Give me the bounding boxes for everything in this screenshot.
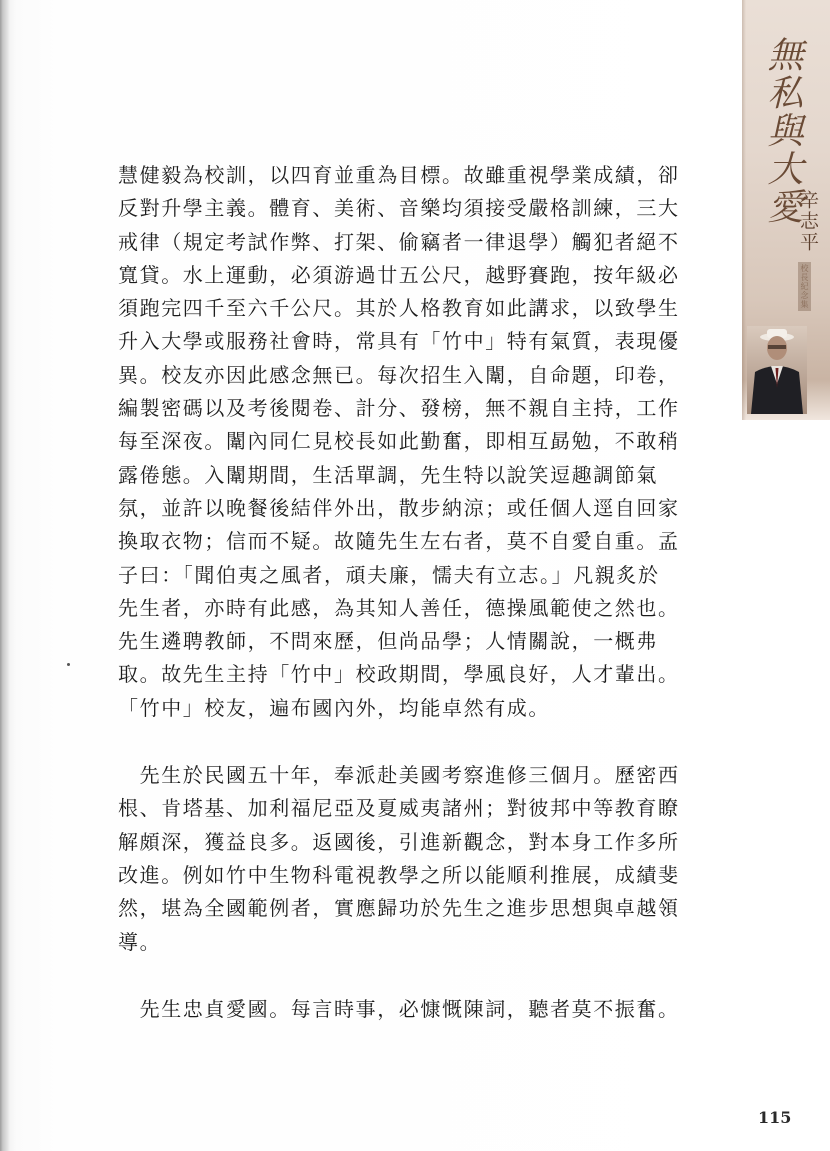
text-line: 改進。例如竹中生物科電視教學之所以能順利推展，成績斐	[118, 862, 680, 887]
text-line: 寬貸。水上運動，必須游過廿五公尺，越野賽跑，按年級必	[118, 262, 680, 287]
paragraph-3	[118, 993, 680, 1026]
text-line: 先生忠貞愛國。每言時事，必慷慨陳詞，聽者莫不振奮。	[118, 996, 680, 1021]
text-line: 升入大學或服務社會時，常具有「竹中」特有氣質，表現優	[118, 329, 680, 354]
book-subtitle: 校長紀念集	[800, 264, 809, 309]
paragraph-spacer	[118, 725, 638, 759]
text-line: 異。校友亦因此感念無已。每次招生入闈，自命題，印卷，	[118, 362, 680, 387]
text-line: 氛，並許以晚餐後結伴外出，散步納涼；或任個人逕自回家	[118, 495, 680, 520]
text-line: 編製密碼以及考後閱卷、計分、發榜，無不親自主持，工作	[118, 396, 680, 421]
text-line: 換取衣物；信而不疑。故隨先生左右者，莫不自愛自重。孟	[118, 529, 680, 554]
text-line: 根、肯塔基、加利福尼亞及夏威夷諸州；對彼邦中等教育瞭	[118, 796, 680, 821]
portrait-glasses	[768, 345, 786, 349]
text-line: 然，堪為全國範例者，實應歸功於先生之進步思想與卓越領	[118, 896, 680, 921]
spine-shadow	[0, 0, 10, 1151]
text-line: 先生遴聘教師，不問來歷，但尚品學；人情關說，一概弗	[118, 629, 658, 654]
paragraph-spacer	[118, 959, 638, 993]
text-line: 先生者，亦時有此感，為其知人善任，德操風範使之然也。	[118, 595, 680, 620]
page-number: 115	[758, 1108, 792, 1127]
body-text	[118, 159, 680, 1026]
paragraph-1	[118, 159, 680, 725]
text-line: 須跑完四千至六千公尺。其於人格教育如此講求，以致學生	[118, 296, 680, 321]
text-line: 子曰：「聞伯夷之風者，頑夫廉，懦夫有立志。」凡親炙於	[118, 562, 660, 587]
text-line: 每至深夜。闈內同仁見校長如此勤奮，即相互勗勉，不敢稍	[118, 429, 680, 454]
text-line: 露倦態。入闈期間，生活單調，先生特以說笑逗趣調節氣	[118, 462, 658, 487]
text-line: 反對升學主義。體育、美術、音樂均須接受嚴格訓練，三大	[118, 196, 680, 221]
text-line: 「竹中」校友，遍布國內外，均能卓然有成。	[118, 695, 550, 720]
text-line: 解頗深，獲益良多。返國後，引進新觀念，對本身工作多所	[118, 829, 680, 854]
text-line: 先生於民國五十年，奉派赴美國考察進修三個月。歷密西	[118, 763, 680, 788]
author-name: 辛志平	[797, 190, 819, 253]
text-line: 取。故先生主持「竹中」校政期間，學風良好，人才輩出。	[118, 662, 680, 687]
paragraph-2	[118, 759, 680, 959]
series-title: 無私與大愛	[762, 36, 803, 226]
scan-speck	[67, 663, 70, 666]
side-strip-edge	[742, 0, 746, 420]
text-line: 慧健毅為校訓，以四育並重為目標。故雖重視學業成績，卻	[118, 163, 680, 187]
text-line: 導。	[118, 929, 162, 954]
text-line: 戒律（規定考試作弊、打架、偷竊者一律退學）觸犯者絕不	[118, 229, 680, 254]
author-portrait	[747, 326, 807, 414]
